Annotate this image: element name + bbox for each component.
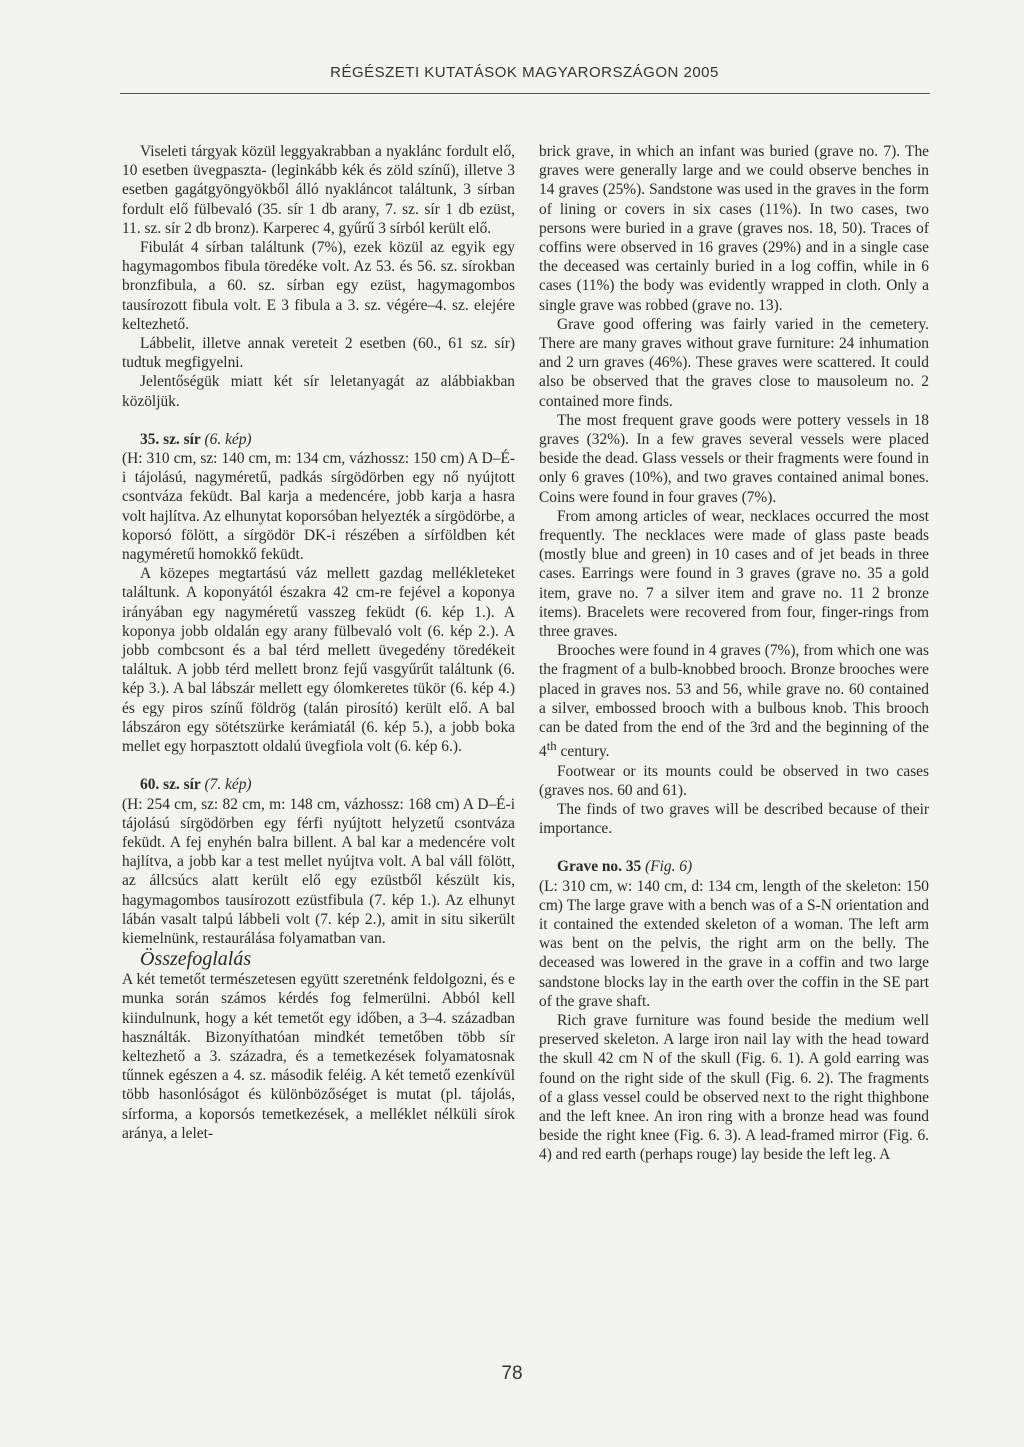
section-title: Összefoglalás bbox=[140, 948, 252, 971]
paragraph bbox=[539, 641, 929, 761]
paragraph: Viseleti tárgyak közül leggyakrabban a nyaklánc fordult elő, 10 esetben üvegpaszta- (leginkább kék és zöld színű), illetve 3 esetben gagátgyöngyökből álló nyakláncot találtunk, 3 sírban fordult elő fülbevaló (35. sír 1 db arany, 7. sz. sír 1 db ezüst, 11. sz. sír 2 db bronz). Karperec 4, gyűrű 3 sírból került elő. bbox=[122, 143, 515, 237]
paragraph: Jelentőségük miatt két sír leletanyagát az alábbiakban közöljük. bbox=[122, 373, 515, 410]
heading-figure-ref: (6. kép) bbox=[200, 430, 252, 448]
superscript: th bbox=[546, 739, 557, 754]
heading-figure-ref: (Fig. 6) bbox=[641, 858, 693, 876]
paragraph: From among articles of wear, necklaces occurred the most frequently. The necklaces were made of glass paste beads (mostly blue and green) in 10 cases and of jet beads in three cases. Earrings were found in 3 graves (grave no. 35 a gold item, grave no. 7 a silver item and grave no. 11 2 bronze items). Bracelets were recovered from four, finger-rings from three graves. bbox=[539, 507, 929, 641]
grave-35-heading bbox=[122, 430, 515, 449]
right-column bbox=[539, 142, 929, 1165]
paragraph: Fibulát 4 sírban találtunk (7%), ezek közül az egyik egy hagymagombos fibula töredéke volt. Az 53. és 56. sz. sírokban bronzfibula, a 60. sz. sírban egy ezüst, hagymagombos tausírozott fibula volt. E 3 fibula a 3. sz. végére–4. sz. elejére keltezhető. bbox=[122, 239, 515, 333]
paragraph: A két temetőt természetesen együtt szeretnénk feldolgozni, és e munka során számos kérdés fog felmerülni. Abból kell kiindulnunk, hogy a két temetőt egy időben, a 3–4. században használták. Bizonyíthatóan mindkét temetőben több sír keltezhető a 3. századra, és a temetkezések folyamatosnak tűnnek egészen a 4. sz. második feléig. A két temető ezenkívül több hasonlóságot és különbözőséget is mutat (pl. tájolás, sírforma, a koporsós temetkezések, a melléklet nélküli sírok aránya, a lelet- bbox=[122, 971, 515, 1142]
paragraph: (L: 310 cm, w: 140 cm, d: 134 cm, length of the skeleton: 150 cm) The large grave with a bench was of a S-N orientation and it contained the extended skeleton of a woman. The left arm was bent on the pelvis, the right arm on the belly. The deceased was lowered in the grave in a coffin and two large sandstone blocks lay in the earth over the coffin in the SE part of the grave shaft. bbox=[539, 877, 929, 1010]
paragraph: The most frequent grave goods were pottery vessels in 18 graves (32%). In a few graves several vessels were placed beside the dead. Glass vessels or their fragments were found in only 6 graves (10%), and two graves contained animal bones. Coins were found in four graves (7%). bbox=[539, 411, 929, 506]
grave-60-heading bbox=[122, 775, 515, 794]
paragraph: Grave good offering was fairly varied in the cemetery. There are many graves without grave furniture: 24 inhumation and 2 urn graves (46%). These graves were scattered. It could also be observed that the graves close to mausoleum no. 2 contained more finds. bbox=[539, 315, 929, 410]
header-rule bbox=[120, 93, 930, 94]
paragraph: Rich grave furniture was found beside the medium well preserved skeleton. A large iron nail lay with the head toward the skull 42 cm N of the skull (Fig. 6. 1). A gold earring was found on the right side of the skull (Fig. 6. 2). The fragments of a glass vessel could be observed next to the right thighbone and the left knee. An iron ring with a bronze head was found beside the right knee (Fig. 6. 3). A lead-framed mirror (Fig. 6. 4) and red earth (perhaps rouge) lay beside the left leg. A bbox=[539, 1012, 929, 1164]
paragraph: A közepes megtartású váz mellett gazdag mellékleteket találtunk. A koponyától északra 42 cm-re fejével a koponya irányában egy nagyméretű vasszeg feküdt (6. kép 1.). A koponya jobb oldalán egy arany fülbevaló volt (6. kép 2.). A jobb combcsont és a bal térd mellett üvegedény töredékeit találtuk. A jobb térd mellett bronz fejű vasgyűrűt találtunk (6. kép 3.). A bal lábszár mellett egy ólomkeretes tükör (6. kép 4.) és egy piros színű földrög (talán pirosító) került elő. A bal lábszáron egy sötétszürke kerámiatál (6. kép 5.), a jobb boka mellet egy horpasztott oldalú üvegfiola volt (6. kép 6.). bbox=[122, 565, 515, 756]
heading-bold: Grave no. 35 bbox=[557, 858, 642, 876]
running-header: RÉGÉSZETI KUTATÁSOK MAGYARORSZÁGON 2005 bbox=[330, 64, 719, 81]
paragraph: The finds of two graves will be described because of their importance. bbox=[539, 801, 929, 838]
paragraph: Lábbelit, illetve annak vereteit 2 esetben (60., 61 sz. sír) tudtuk megfigyelni. bbox=[122, 335, 515, 372]
heading-figure-ref: (7. kép) bbox=[200, 776, 252, 794]
heading-bold: 60. sz. sír bbox=[140, 776, 201, 794]
paragraph: (H: 254 cm, sz: 82 cm, m: 148 cm, vázhossz: 168 cm) A D–É-i tájolású sírgödörben egy férfi nyújtott helyzetű csontváza feküdt. A fej enyhén balra billent. A bal kar a medencére volt hajlítva, a jobb kar a test mellet nyújtva volt. A bal váll fölött, az állcsúcs alatt került elő egy ezüstből készült kis, hagymagombos tausírozott ezüstfibula (7. kép 1.). Az elhunyt lábán vasalt talpú lábbeli volt (7. kép 2.), amit in situ sikerült kiemelnünk, restaurálása folyamatban van. bbox=[122, 795, 515, 947]
heading-bold: 35. sz. sír bbox=[140, 430, 201, 448]
left-column bbox=[122, 142, 515, 1143]
paragraph: brick grave, in which an infant was buried (grave no. 7). The graves were generally large and we could observe benches in 14 graves (25%). Sandstone was used in the graves in the form of lining or covers in six cases (11%). In two cases, two persons were buried in a grave (graves nos. 18, 50). Traces of coffins were observed in 16 graves (29%) and in a single case the deceased was certainly buried in a log coffin, while in 6 cases (11%) the body was evidently wrapped in cloth. Only a single grave was robbed (grave no. 13). bbox=[539, 143, 929, 314]
grave-35-heading-en bbox=[539, 857, 929, 876]
page-number: 78 bbox=[501, 1363, 523, 1384]
text-run: century. bbox=[556, 743, 610, 761]
paragraph: (H: 310 cm, sz: 140 cm, m: 134 cm, vázhossz: 150 cm) A D–É-i tájolású, nagyméretű, padkás sírgödörben egy nő nyújtott csontváza feküdt. Bal karja a medencére, jobb karja a hasra volt hajlítva. Az elhunytat koporsóban helyezték a sírgödörbe, a koporsó fölött, a sírgödör DK-i részében a sírföldben két nagyméretű homokkő feküdt. bbox=[122, 450, 515, 564]
paragraph: Footwear or its mounts could be observed in two cases (graves nos. 60 and 61). bbox=[539, 762, 929, 799]
text-run: Brooches were found in 4 graves (7%), from which one was the fragment of a bulb-knobbed brooch. Bronze brooches were placed in graves nos. 53 and 56, while grave no. 60 contained a silver, embossed brooch with a bulbous knob. This brooch can be dated from the end of the 3rd and the beginning of the 4 bbox=[539, 642, 929, 761]
